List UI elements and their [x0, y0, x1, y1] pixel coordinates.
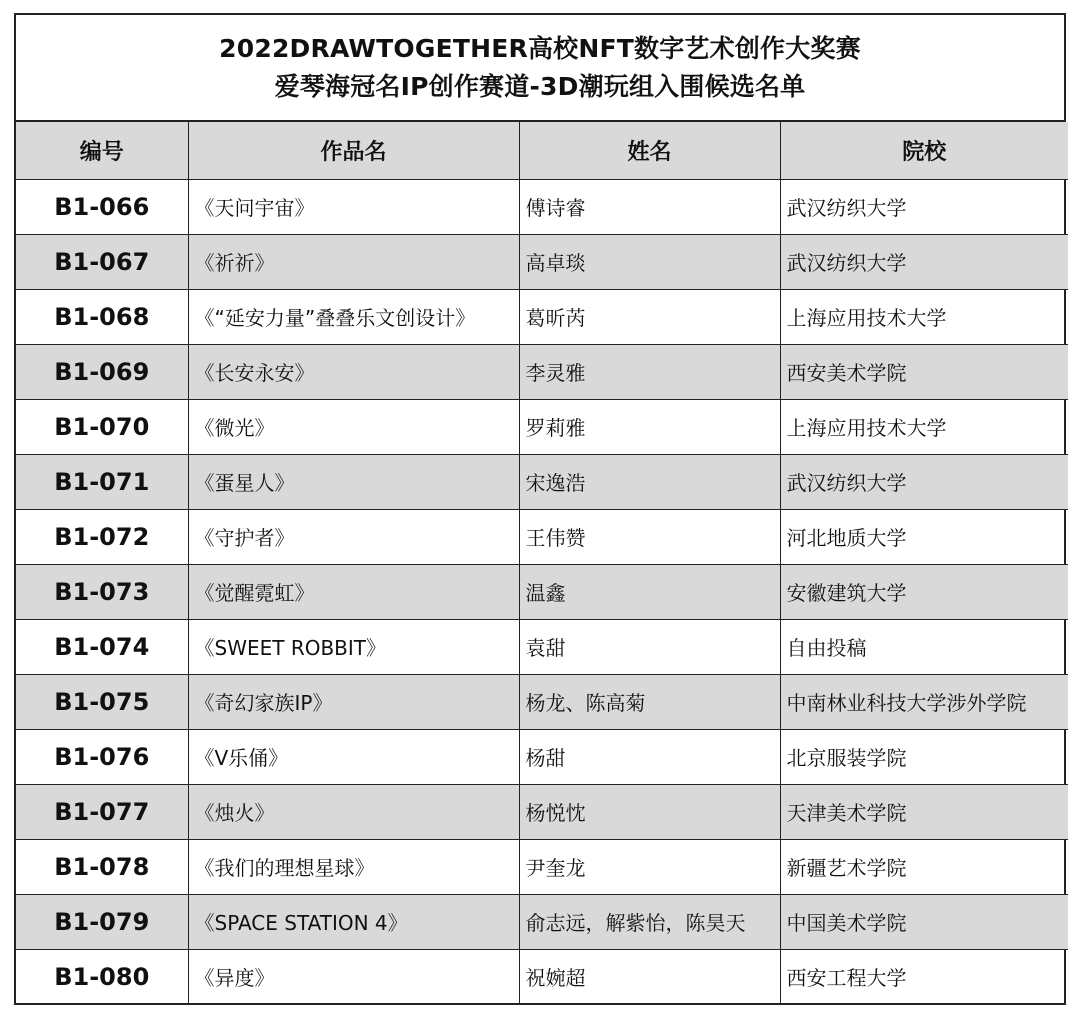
- title-line-2: 爱琴海冠名IP创作赛道-3D潮玩组入围候选名单: [274, 71, 806, 101]
- cell-work: 《我们的理想星球》: [188, 839, 519, 894]
- cell-work: 《蛋星人》: [188, 454, 519, 509]
- title-block: [16, 15, 1064, 122]
- cell-name: 俞志远，解紫怡，陈昊天: [519, 894, 780, 949]
- cell-work: 《SWEET ROBBIT》: [188, 619, 519, 674]
- title-line-1: 2022DRAWTOGETHER高校NFT数字艺术创作大奖赛: [219, 33, 861, 63]
- table-row: [16, 784, 1068, 839]
- table-row: [16, 894, 1068, 949]
- cell-school: 武汉纺织大学: [780, 454, 1068, 509]
- cell-code: B1-071: [16, 454, 188, 509]
- cell-name: 王伟赞: [519, 509, 780, 564]
- cell-work: 《V乐俑》: [188, 729, 519, 784]
- table-row: [16, 454, 1068, 509]
- cell-school: 上海应用技术大学: [780, 399, 1068, 454]
- table-row: [16, 509, 1068, 564]
- cell-school: 上海应用技术大学: [780, 289, 1068, 344]
- table-row: [16, 619, 1068, 674]
- cell-code: B1-075: [16, 674, 188, 729]
- table-row: [16, 344, 1068, 399]
- header-work: 作品名: [188, 122, 519, 179]
- cell-code: B1-072: [16, 509, 188, 564]
- cell-work: 《异度》: [188, 949, 519, 1004]
- cell-code: B1-080: [16, 949, 188, 1004]
- table-row: [16, 674, 1068, 729]
- cell-work: 《“延安力量”叠叠乐文创设计》: [188, 289, 519, 344]
- cell-name: 温鑫: [519, 564, 780, 619]
- cell-code: B1-077: [16, 784, 188, 839]
- table-body: [16, 179, 1068, 1004]
- cell-name: 杨龙、陈高菊: [519, 674, 780, 729]
- cell-code: B1-066: [16, 179, 188, 234]
- cell-school: 西安工程大学: [780, 949, 1068, 1004]
- table-row: [16, 234, 1068, 289]
- cell-work: 《长安永安》: [188, 344, 519, 399]
- cell-name: 傅诗睿: [519, 179, 780, 234]
- header-school: 院校: [780, 122, 1068, 179]
- candidate-list-sheet: [14, 13, 1066, 1005]
- cell-school: 天津美术学院: [780, 784, 1068, 839]
- table-row: [16, 839, 1068, 894]
- cell-code: B1-076: [16, 729, 188, 784]
- cell-name: 杨悦忱: [519, 784, 780, 839]
- cell-school: 武汉纺织大学: [780, 179, 1068, 234]
- candidate-table: [16, 122, 1068, 1004]
- table-row: [16, 399, 1068, 454]
- cell-school: 中国美术学院: [780, 894, 1068, 949]
- cell-name: 祝婉超: [519, 949, 780, 1004]
- header-row: [16, 122, 1068, 179]
- cell-work: 《微光》: [188, 399, 519, 454]
- cell-work: 《祈祈》: [188, 234, 519, 289]
- cell-code: B1-073: [16, 564, 188, 619]
- cell-code: B1-067: [16, 234, 188, 289]
- cell-name: 宋逸浩: [519, 454, 780, 509]
- header-code: 编号: [16, 122, 188, 179]
- cell-school: 新疆艺术学院: [780, 839, 1068, 894]
- cell-work: 《守护者》: [188, 509, 519, 564]
- cell-code: B1-078: [16, 839, 188, 894]
- cell-name: 罗莉雅: [519, 399, 780, 454]
- cell-school: 北京服装学院: [780, 729, 1068, 784]
- table-row: [16, 289, 1068, 344]
- cell-name: 尹奎龙: [519, 839, 780, 894]
- cell-code: B1-068: [16, 289, 188, 344]
- cell-work: 《奇幻家族IP》: [188, 674, 519, 729]
- cell-work: 《觉醒霓虹》: [188, 564, 519, 619]
- cell-school: 西安美术学院: [780, 344, 1068, 399]
- cell-work: 《烛火》: [188, 784, 519, 839]
- table-row: [16, 949, 1068, 1004]
- cell-school: 安徽建筑大学: [780, 564, 1068, 619]
- cell-name: 袁甜: [519, 619, 780, 674]
- cell-school: 中南林业科技大学涉外学院: [780, 674, 1068, 729]
- cell-code: B1-069: [16, 344, 188, 399]
- cell-code: B1-070: [16, 399, 188, 454]
- cell-name: 李灵雅: [519, 344, 780, 399]
- cell-code: B1-074: [16, 619, 188, 674]
- cell-name: 高卓琰: [519, 234, 780, 289]
- cell-work: 《天问宇宙》: [188, 179, 519, 234]
- cell-school: 河北地质大学: [780, 509, 1068, 564]
- cell-school: 武汉纺织大学: [780, 234, 1068, 289]
- cell-code: B1-079: [16, 894, 188, 949]
- header-name: 姓名: [519, 122, 780, 179]
- cell-name: 杨甜: [519, 729, 780, 784]
- table-row: [16, 179, 1068, 234]
- cell-name: 葛昕芮: [519, 289, 780, 344]
- cell-school: 自由投稿: [780, 619, 1068, 674]
- cell-work: 《SPACE STATION 4》: [188, 894, 519, 949]
- table-row: [16, 564, 1068, 619]
- table-row: [16, 729, 1068, 784]
